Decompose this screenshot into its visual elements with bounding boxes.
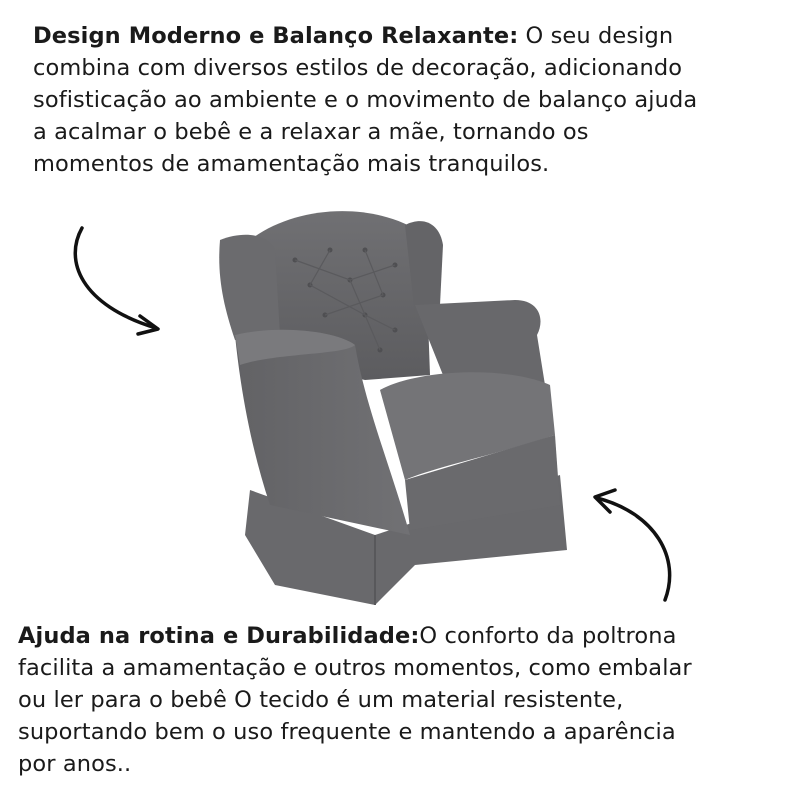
left-arrow-icon <box>60 220 170 340</box>
top-heading: Design Moderno e Balanço Relaxante: <box>33 23 519 49</box>
bottom-heading: Ajuda na rotina e Durabilidade: <box>18 623 420 649</box>
bottom-body: O conforto da poltrona facilita a amamentação e outros momentos, como embalar ou ler para o bebê O tecido é um material resistente, suportando bem o uso frequente e mantendo a aparência por anos.. <box>18 623 692 777</box>
rocking-armchair-icon <box>215 205 575 615</box>
top-body: O seu design combina com diversos estilos de decoração, adicionando sofisticação ao ambiente e o movimento de balanço ajuda a acalmar o bebê e a relaxar a mãe, tornando os momentos de amamentação mais tranquilos. <box>33 23 698 177</box>
right-arrow-icon <box>585 478 685 608</box>
bottom-paragraph <box>18 620 788 780</box>
top-paragraph <box>33 20 773 180</box>
